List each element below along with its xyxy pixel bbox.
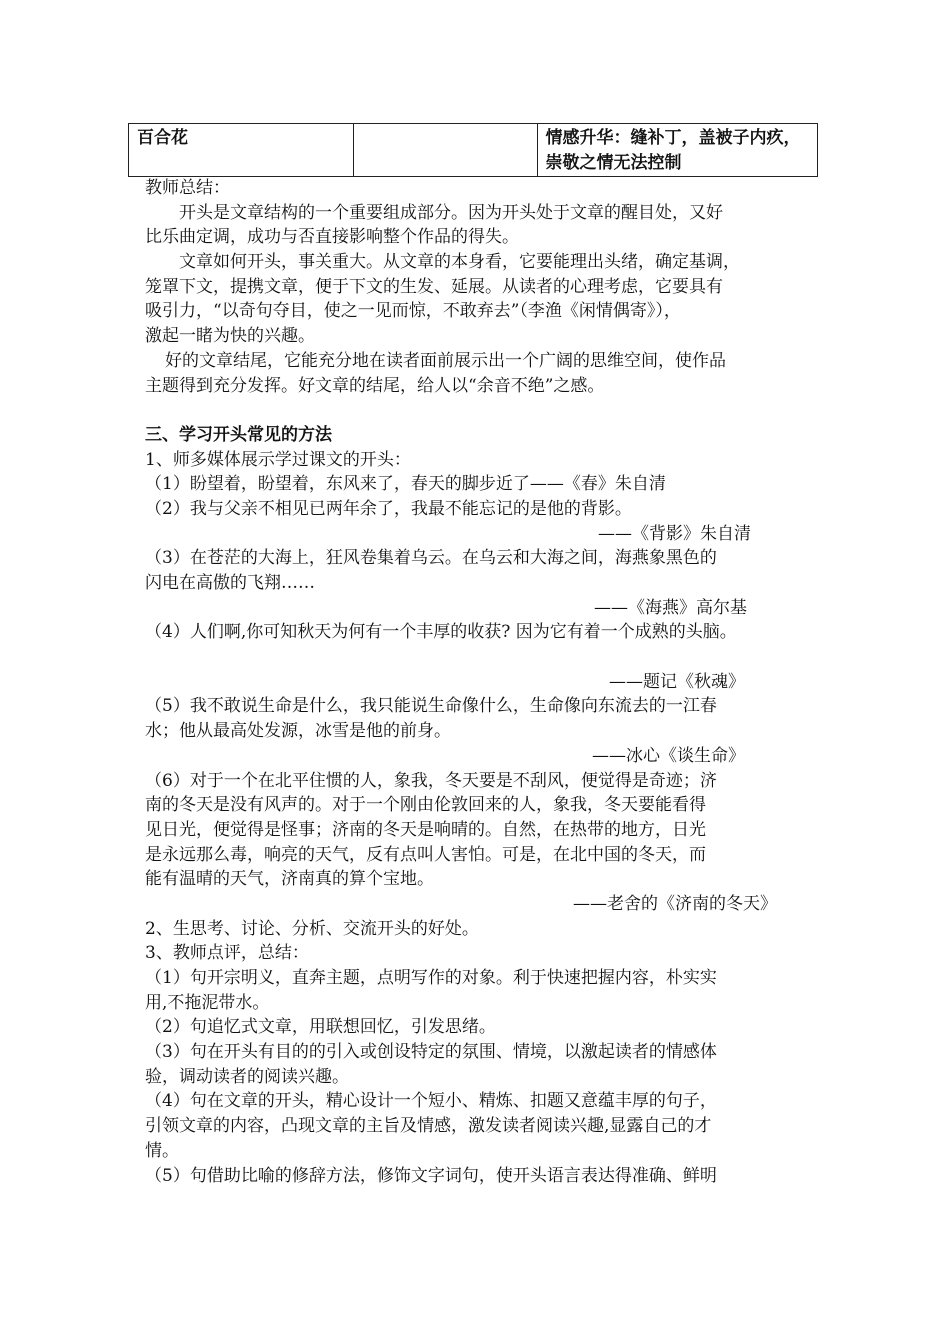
example-line: （2）我与父亲不相见已两年余了，我最不能忘记的是他的背影。 bbox=[145, 498, 632, 519]
example-line: 见日光，便觉得是怪事；济南的冬天是响晴的。自然，在热带的地方，日光 bbox=[145, 819, 706, 840]
example-source: ——题记《秋魂》 bbox=[609, 671, 745, 692]
section-heading: 三、学习开头常见的方法 bbox=[145, 424, 332, 445]
example-line: （3）在苍茫的大海上，狂风卷集着乌云。在乌云和大海之间，海燕象黑色的 bbox=[145, 548, 717, 569]
summary-p3-line: 主题得到充分发挥。好文章的结尾，给人以“余音不绝”之感。 bbox=[145, 375, 605, 396]
example-line: 能有温晴的天气，济南真的算个宝地。 bbox=[145, 869, 434, 890]
example-source: ——《背影》朱自清 bbox=[598, 523, 751, 544]
summary-p3-line: 好的文章结尾，它能充分地在读者面前展示出一个广阔的思维空间，使作品 bbox=[165, 350, 726, 371]
summary-p2-line: 吸引力，“以奇句夺目，使之一见而惊，不敢弃去”（李渔《闲情偶寄》）， bbox=[145, 301, 681, 322]
example-source: ——《海燕》高尔基 bbox=[594, 597, 747, 618]
summary-label: 教师总结： bbox=[145, 178, 230, 198]
list-item: 3、教师点评，总结： bbox=[145, 943, 309, 964]
list-item: 2、生思考、讨论、分析、交流开头的好处。 bbox=[145, 918, 479, 939]
comment-line: 验，调动读者的阅读兴趣。 bbox=[145, 1066, 349, 1087]
example-line: （5）我不敢说生命是什么，我只能说生命像什么，生命像向东流去的一江春 bbox=[145, 696, 717, 717]
lesson-table bbox=[128, 123, 818, 177]
example-source: ——冰心《谈生命》 bbox=[592, 745, 745, 766]
comment-line: 用,不拖泥带水。 bbox=[145, 992, 270, 1013]
summary-p1-line: 开头是文章结构的一个重要组成部分。因为开头处于文章的醒目处，又好 bbox=[179, 202, 723, 223]
summary-p2-line: 文章如何开头，事关重大。从文章的本身看，它要能理出头绪，确定基调， bbox=[179, 252, 740, 273]
comment-line: 情。 bbox=[145, 1140, 179, 1161]
table-cell-emotion: 情感升华：缝补丁，盖被子内疚，崇敬之情无法控制 bbox=[537, 124, 817, 177]
comment-line: 引领文章的内容，凸现文章的主旨及情感，激发读者阅读兴趣,显露自己的才 bbox=[145, 1116, 712, 1137]
comment-line: （4）句在文章的开头，精心设计一个短小、精炼、扣题又意蕴丰厚的句子， bbox=[145, 1091, 717, 1112]
document-body bbox=[145, 176, 817, 1188]
list-item: 1、师多媒体展示学过课文的开头： bbox=[145, 449, 411, 470]
example-line: 闪电在高傲的飞翔…… bbox=[145, 573, 315, 593]
comment-line: （5）句借助比喻的修辞方法，修饰文字词句，使开头语言表达得准确、鲜明 bbox=[145, 1165, 717, 1186]
summary-p1-line: 比乐曲定调，成功与否直接影响整个作品的得失。 bbox=[145, 227, 519, 248]
example-line: （4）人们啊,你可知秋天为何有一个丰厚的收获? 因为它有着一个成熟的头脑。 bbox=[145, 622, 737, 643]
example-line: （1）盼望着，盼望着，东风来了，春天的脚步近了——《春》朱自清 bbox=[145, 474, 666, 495]
summary-p2-line: 笼罩下文，提携文章，便于下文的生发、延展。从读者的心理考虑，它要具有 bbox=[145, 276, 723, 297]
example-line: 水；他从最高处发源，冰雪是他的前身。 bbox=[145, 721, 451, 742]
comment-line: （3）句在开头有目的的引入或创设特定的氛围、情境，以激起读者的情感体 bbox=[145, 1042, 717, 1063]
table-row bbox=[129, 124, 818, 177]
comment-line: （1）句开宗明义，直奔主题，点明写作的对象。利于快速把握内容，朴实实 bbox=[145, 968, 717, 988]
example-line: 是永远那么毒，响亮的天气，反有点叫人害怕。可是，在北中国的冬天，而 bbox=[145, 844, 706, 865]
example-line: 南的冬天是没有风声的。对于一个刚由伦敦回来的人，象我，冬天要能看得 bbox=[145, 795, 706, 816]
summary-p2-line: 激起一睹为快的兴趣。 bbox=[145, 326, 315, 347]
example-line: （6）对于一个在北平住惯的人，象我，冬天要是不刮风，便觉得是奇迹；济 bbox=[145, 770, 717, 791]
example-source: ——老舍的《济南的冬天》 bbox=[573, 893, 777, 914]
table-cell-empty bbox=[353, 124, 537, 177]
comment-line: （2）句追忆式文章，用联想回忆，引发思绪。 bbox=[145, 1017, 496, 1038]
table-cell-title: 百合花 bbox=[129, 124, 354, 177]
